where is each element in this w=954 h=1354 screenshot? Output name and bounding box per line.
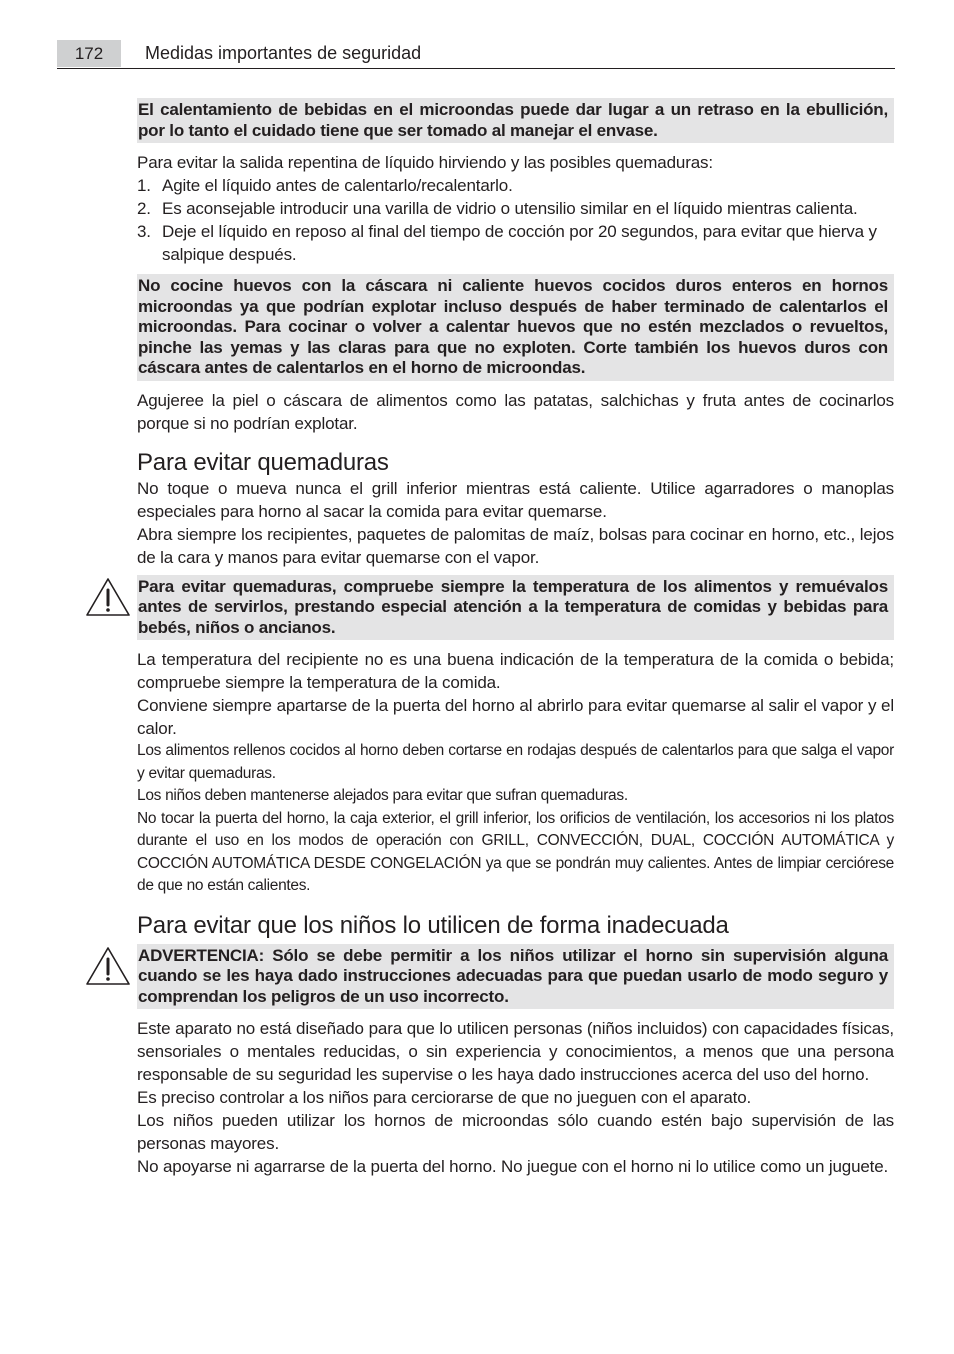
burns-paragraph-5: Los alimentos rellenos cocidos al horno deben cortarse en rodajas después de calentarlos para que salga el vapor y evitar quemaduras. — [137, 742, 894, 782]
burns-paragraph-4: Conviene siempre apartarse de la puerta del horno al abrirlo para evitar quemarse al salir el vapor y el calor. — [137, 696, 894, 738]
burns-paragraph-2: Abra siempre los recipientes, paquetes de palomitas de maíz, bolsas para cocinar en horno, etc., lejos de la cara y manos para evitar quemarse con el vapor. — [137, 524, 894, 567]
step-number: 3. — [137, 222, 151, 241]
heading-burns: Para evitar quemaduras — [137, 448, 389, 476]
burns-paragraph-1: No toque o mueva nunca el grill inferior mientras está caliente. Utilice agarradores o manoplas especiales para horno al sacar la comida para evitar quemarse. — [137, 478, 894, 521]
burns-paragraph-6: Los niños deben mantenerse alejados para evitar que sufran quemaduras. — [137, 787, 628, 804]
warning-triangle-icon — [85, 946, 131, 986]
steps-list — [137, 174, 894, 266]
warning-box-children — [137, 944, 894, 1010]
intro-paragraph: Para evitar la salida repentina de líquido hirviendo y las posibles quemaduras: — [137, 153, 713, 172]
children-paragraph-4: No apoyarse ni agarrarse de la puerta del horno. No juegue con el horno ni lo utilice como un juguete. — [137, 1157, 889, 1176]
warning-children-text: ADVERTENCIA: Sólo se debe permitir a los niños utilizar el horno sin supervisión alguna cuando se les haya dado instrucciones adecuadas para que puedan usarlo de modo seguro y comprendan los peligros de un uso incorrecto. — [138, 945, 888, 1006]
list-item — [137, 220, 894, 266]
warning-box-burns — [137, 575, 894, 641]
warning-triangle-icon — [85, 577, 131, 617]
step-text: Agite el líquido antes de calentarlo/recalentarlo. — [162, 176, 513, 195]
children-paragraph-2: Es preciso controlar a los niños para cerciorarse de que no jueguen con el aparato. — [137, 1088, 752, 1107]
warning-box-eggs: No cocine huevos con la cáscara ni caliente huevos cocidos duros enteros en hornos microondas ya que podrían explotar incluso después de haber terminado de calentarlos el microondas. Para cocinar o volver a calentar huevos que no estén mezclados o revueltos, pinche las yemas y las claras para que no exploten. Corte también los huevos duros con cáscara antes de calentarlos en el horno de microondas. — [137, 274, 894, 381]
list-item — [137, 174, 894, 197]
children-paragraph-3: Los niños pueden utilizar los hornos de microondas sólo cuando estén bajo supervisión de las personas mayores. — [137, 1111, 894, 1153]
heading-children: Para evitar que los niños lo utilicen de forma inadecuada — [137, 911, 729, 939]
warning-burns-text: Para evitar quemaduras, compruebe siempre la temperatura de los alimentos y remuévalos antes de servirlos, prestando especial atención a la temperatura de comidas y bebidas para bebés, niños o ancianos. — [138, 576, 888, 637]
header-section-title: Medidas importantes de seguridad — [145, 43, 422, 63]
page-content — [137, 98, 894, 1178]
step-text: Deje el líquido en reposo al final del tiempo de cocción por 20 segundos, para evitar que hierva y salpique después. — [162, 222, 877, 264]
warning-box-boiling: El calentamiento de bebidas en el microondas puede dar lugar a un retraso en la ebullición, por lo tanto el cuidado tiene que ser tomado al manejar el envase. — [137, 98, 894, 143]
page-header — [57, 40, 895, 69]
list-item — [137, 197, 894, 220]
burns-paragraph-7: No tocar la puerta del horno, la caja exterior, el grill inferior, los orificios de ventilación, los accesorios ni los platos durante el uso en los modos de operación con GRILL, CONVECCIÓN, DUAL, COCCIÓN AUTOMÁTICA y COCCIÓN AUTOMÁTICA DESDE CONGELACIÓN ya que se pondrán muy calientes. Antes de limpiar cerciórese de que no están calientes. — [137, 809, 894, 894]
step-number: 1. — [137, 176, 151, 195]
step-number: 2. — [137, 199, 151, 218]
skin-paragraph: Agujeree la piel o cáscara de alimentos como las patatas, salchichas y fruta antes de cocinarlos porque si no podrían explotar. — [137, 390, 894, 433]
page-number: 172 — [57, 40, 121, 67]
children-paragraph-1: Este aparato no está diseñado para que lo utilicen personas (niños incluidos) con capacidades físicas, sensoriales o mentales reducidas, o sin experiencia y conocimientos, a menos que una persona responsable de su seguridad les supervise o les haya dado instrucciones acerca del uso del horno. — [137, 1019, 894, 1084]
burns-paragraph-3: La temperatura del recipiente no es una buena indicación de la temperatura de la comida o bebida; compruebe siempre la temperatura de la comida. — [137, 650, 894, 692]
step-text: Es aconsejable introducir una varilla de vidrio o utensilio similar en el líquido mientras calienta. — [162, 199, 858, 218]
